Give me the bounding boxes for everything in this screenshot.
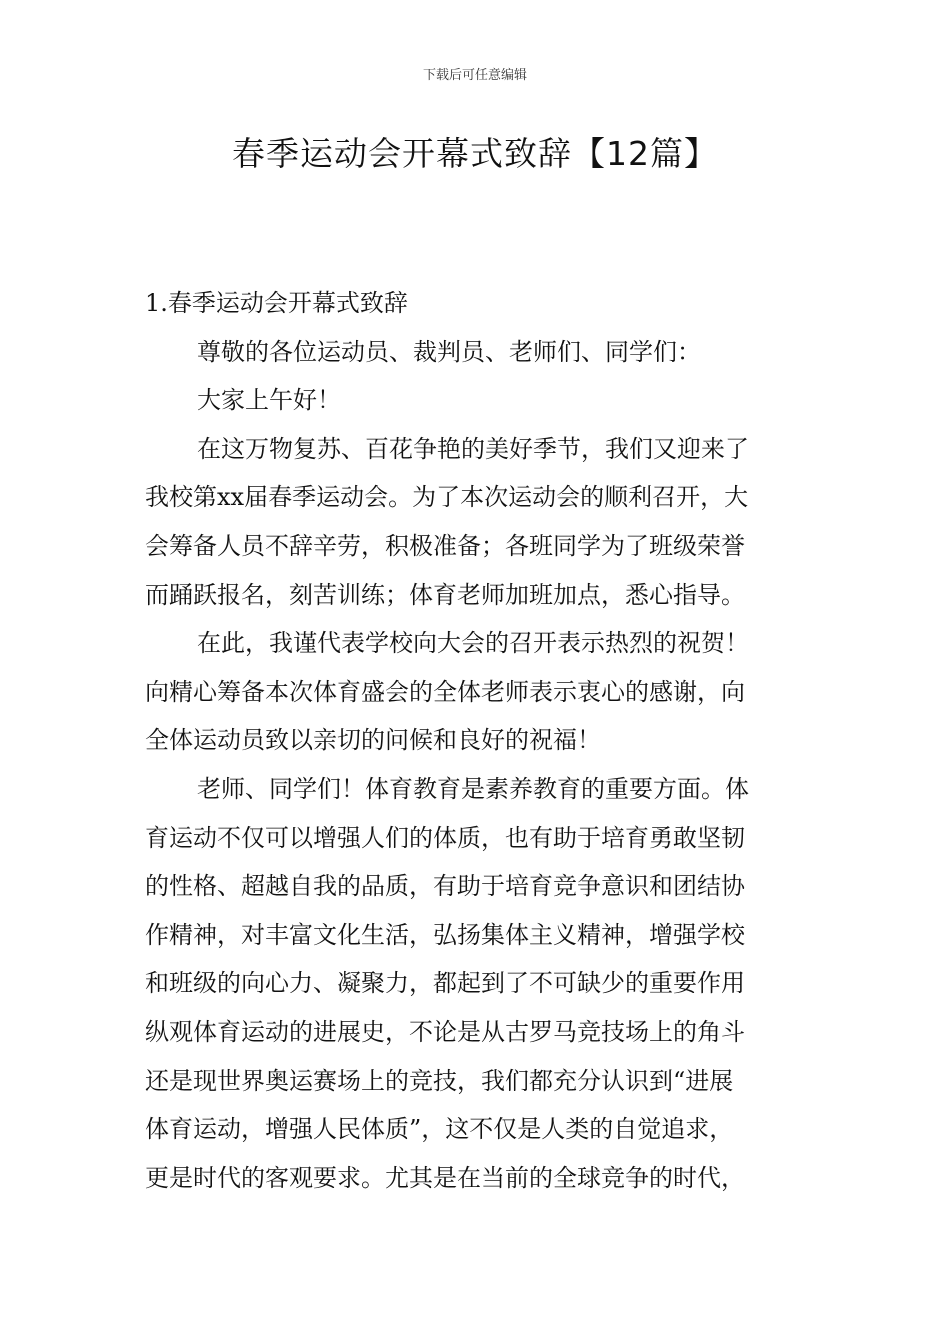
- body-line: 尊敬的各位运动员、裁判员、老师们、同学们：: [197, 337, 701, 366]
- document-body: [145, 279, 805, 1202]
- body-line: 在这万物复苏、百花争艳的美好季节，我们又迎来了: [197, 434, 749, 463]
- body-line: 作精神，对丰富文化生活，弘扬集体主义精神，增强学校: [145, 920, 745, 949]
- body-line: 全体运动员致以亲切的问候和良好的祝福！: [145, 726, 601, 755]
- document-title: 春季运动会开幕式致辞【12篇】: [232, 134, 718, 173]
- body-line: 和班级的向心力、凝聚力，都起到了不可缺少的重要作用: [145, 969, 745, 998]
- body-line: 体育运动，增强人民体质”，这不仅是人类的自觉追求，: [145, 1115, 734, 1144]
- body-line: 向精心筹备本次体育盛会的全体老师表示衷心的感谢，向: [145, 677, 745, 706]
- body-line: 我校第xx届春季运动会。为了本次运动会的顺利召开，大: [145, 483, 749, 512]
- body-line: 育运动不仅可以增强人们的体质，也有助于培育勇敢坚韧: [145, 823, 745, 852]
- body-line: 的性格、超越自我的品质，有助于培育竞争意识和团结协: [145, 872, 745, 901]
- body-line: 纵观体育运动的进展史，不论是从古罗马竞技场上的角斗: [145, 1017, 745, 1046]
- body-line: 在此，我谨代表学校向大会的召开表示热烈的祝贺！: [197, 629, 749, 658]
- body-line: 更是时代的客观要求。尤其是在当前的全球竞争的时代，: [145, 1163, 745, 1192]
- body-line: 还是现世界奥运赛场上的竞技，我们都充分认识到“进展: [145, 1066, 734, 1095]
- body-line: 1.春季运动会开幕式致辞: [145, 289, 408, 317]
- body-line: 会筹备人员不辞辛劳，积极准备；各班同学为了班级荣誉: [145, 531, 745, 560]
- body-line: 大家上午好！: [197, 386, 341, 415]
- body-line: 老师、同学们！体育教育是素养教育的重要方面。体: [197, 774, 749, 803]
- body-line: 而踊跃报名，刻苦训练；体育老师加班加点，悉心指导。: [145, 580, 745, 609]
- header-note: 下载后可任意编辑: [422, 68, 527, 83]
